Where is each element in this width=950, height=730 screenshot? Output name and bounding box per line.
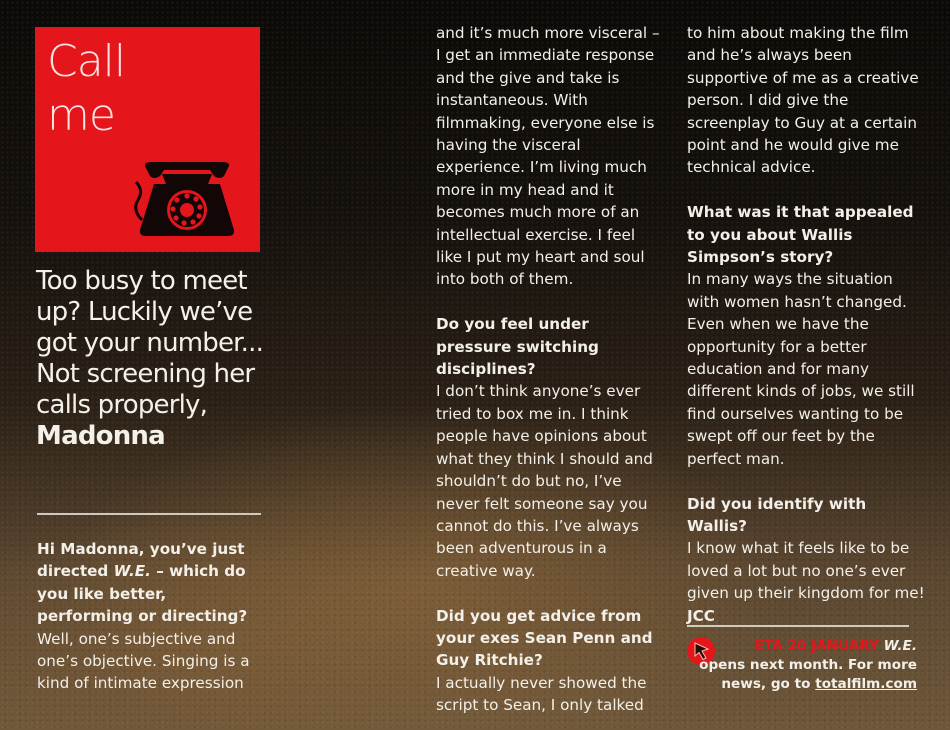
question-1-prefix: Hi Madonna, you’ve just directed — [37, 540, 245, 581]
eta-box — [687, 637, 917, 694]
answer-3-part-1: I actually never showed the script to Sean, I only talked — [436, 673, 647, 715]
question-4: What was it that appealed to you about Wallis Simpson’s story? — [687, 203, 914, 267]
section-title — [47, 35, 125, 143]
title-line-1: Call — [47, 36, 126, 87]
headline-name: Madonna — [36, 421, 165, 451]
question-1-film: W.E. — [113, 562, 151, 581]
answer-5-text: I know what it feels like to be loved a lot but no one’s ever given up their kingdom for me! — [687, 539, 925, 603]
answer-1-part-1: Well, one’s subjective and one’s objective. Singing is a kind of intimate expression — [37, 629, 250, 693]
headline-text: Too busy to meet up? Luckily we’ve got your number... Not screening her calls properly, — [36, 266, 264, 420]
eta-text: opens next month. For more news, go to — [699, 657, 917, 692]
headline — [36, 266, 268, 452]
column-3 — [687, 22, 927, 627]
question-3: Did you get advice from your exes Sean Penn and Guy Ritchie? — [436, 606, 653, 670]
call-me-panel — [35, 27, 260, 252]
column-2 — [436, 22, 662, 717]
rotary-phone-icon — [132, 160, 242, 238]
eta-film: W.E. — [883, 638, 917, 654]
question-1 — [37, 538, 267, 628]
title-line-2: me — [47, 90, 115, 141]
answer-3-part-2: to him about making the film and he’s always been supportive of me as a creative person. I did give the screenplay to Guy at a certain point and he would give me technical advice. — [687, 24, 919, 177]
answer-4: In many ways the situation with women hasn’t changed. Even when we have the opportunity for a better education and for many different kinds of jobs, we still find ourselves wanting to be swept off our feet by the perfect man. — [687, 270, 915, 468]
eta-divider — [687, 625, 909, 627]
column-1 — [37, 538, 267, 695]
eta-date: 20 JANUARY — [787, 638, 879, 654]
answer-1-part-2: and it’s much more visceral – I get an immediate response and the give and take is instantaneous. With filmmaking, everyone else is having the visceral experience. I’m living much more in my head and it becomes much more of an intellectual exercise. I feel like I put my heart and soul into both of them. — [436, 24, 660, 289]
divider — [37, 513, 261, 515]
question-1-suffix: – which do you like better, performing or directing? — [37, 562, 248, 626]
answer-5 — [687, 537, 927, 627]
answer-2: I don’t think anyone’s ever tried to box me in. I think people have opinions about what they think I should and shouldn’t do but no, I’ve never felt someone say you cannot do this. I’ve always been adventurous in a creative way. — [436, 382, 653, 580]
question-2: Do you feel under pressure switching disciplines? — [436, 315, 599, 379]
totalfilm-link[interactable]: totalfilm.com — [815, 676, 917, 692]
question-5: Did you identify with Wallis? — [687, 494, 867, 535]
eta-label: ETA — [754, 638, 783, 654]
author-signoff: JCC — [687, 606, 715, 625]
